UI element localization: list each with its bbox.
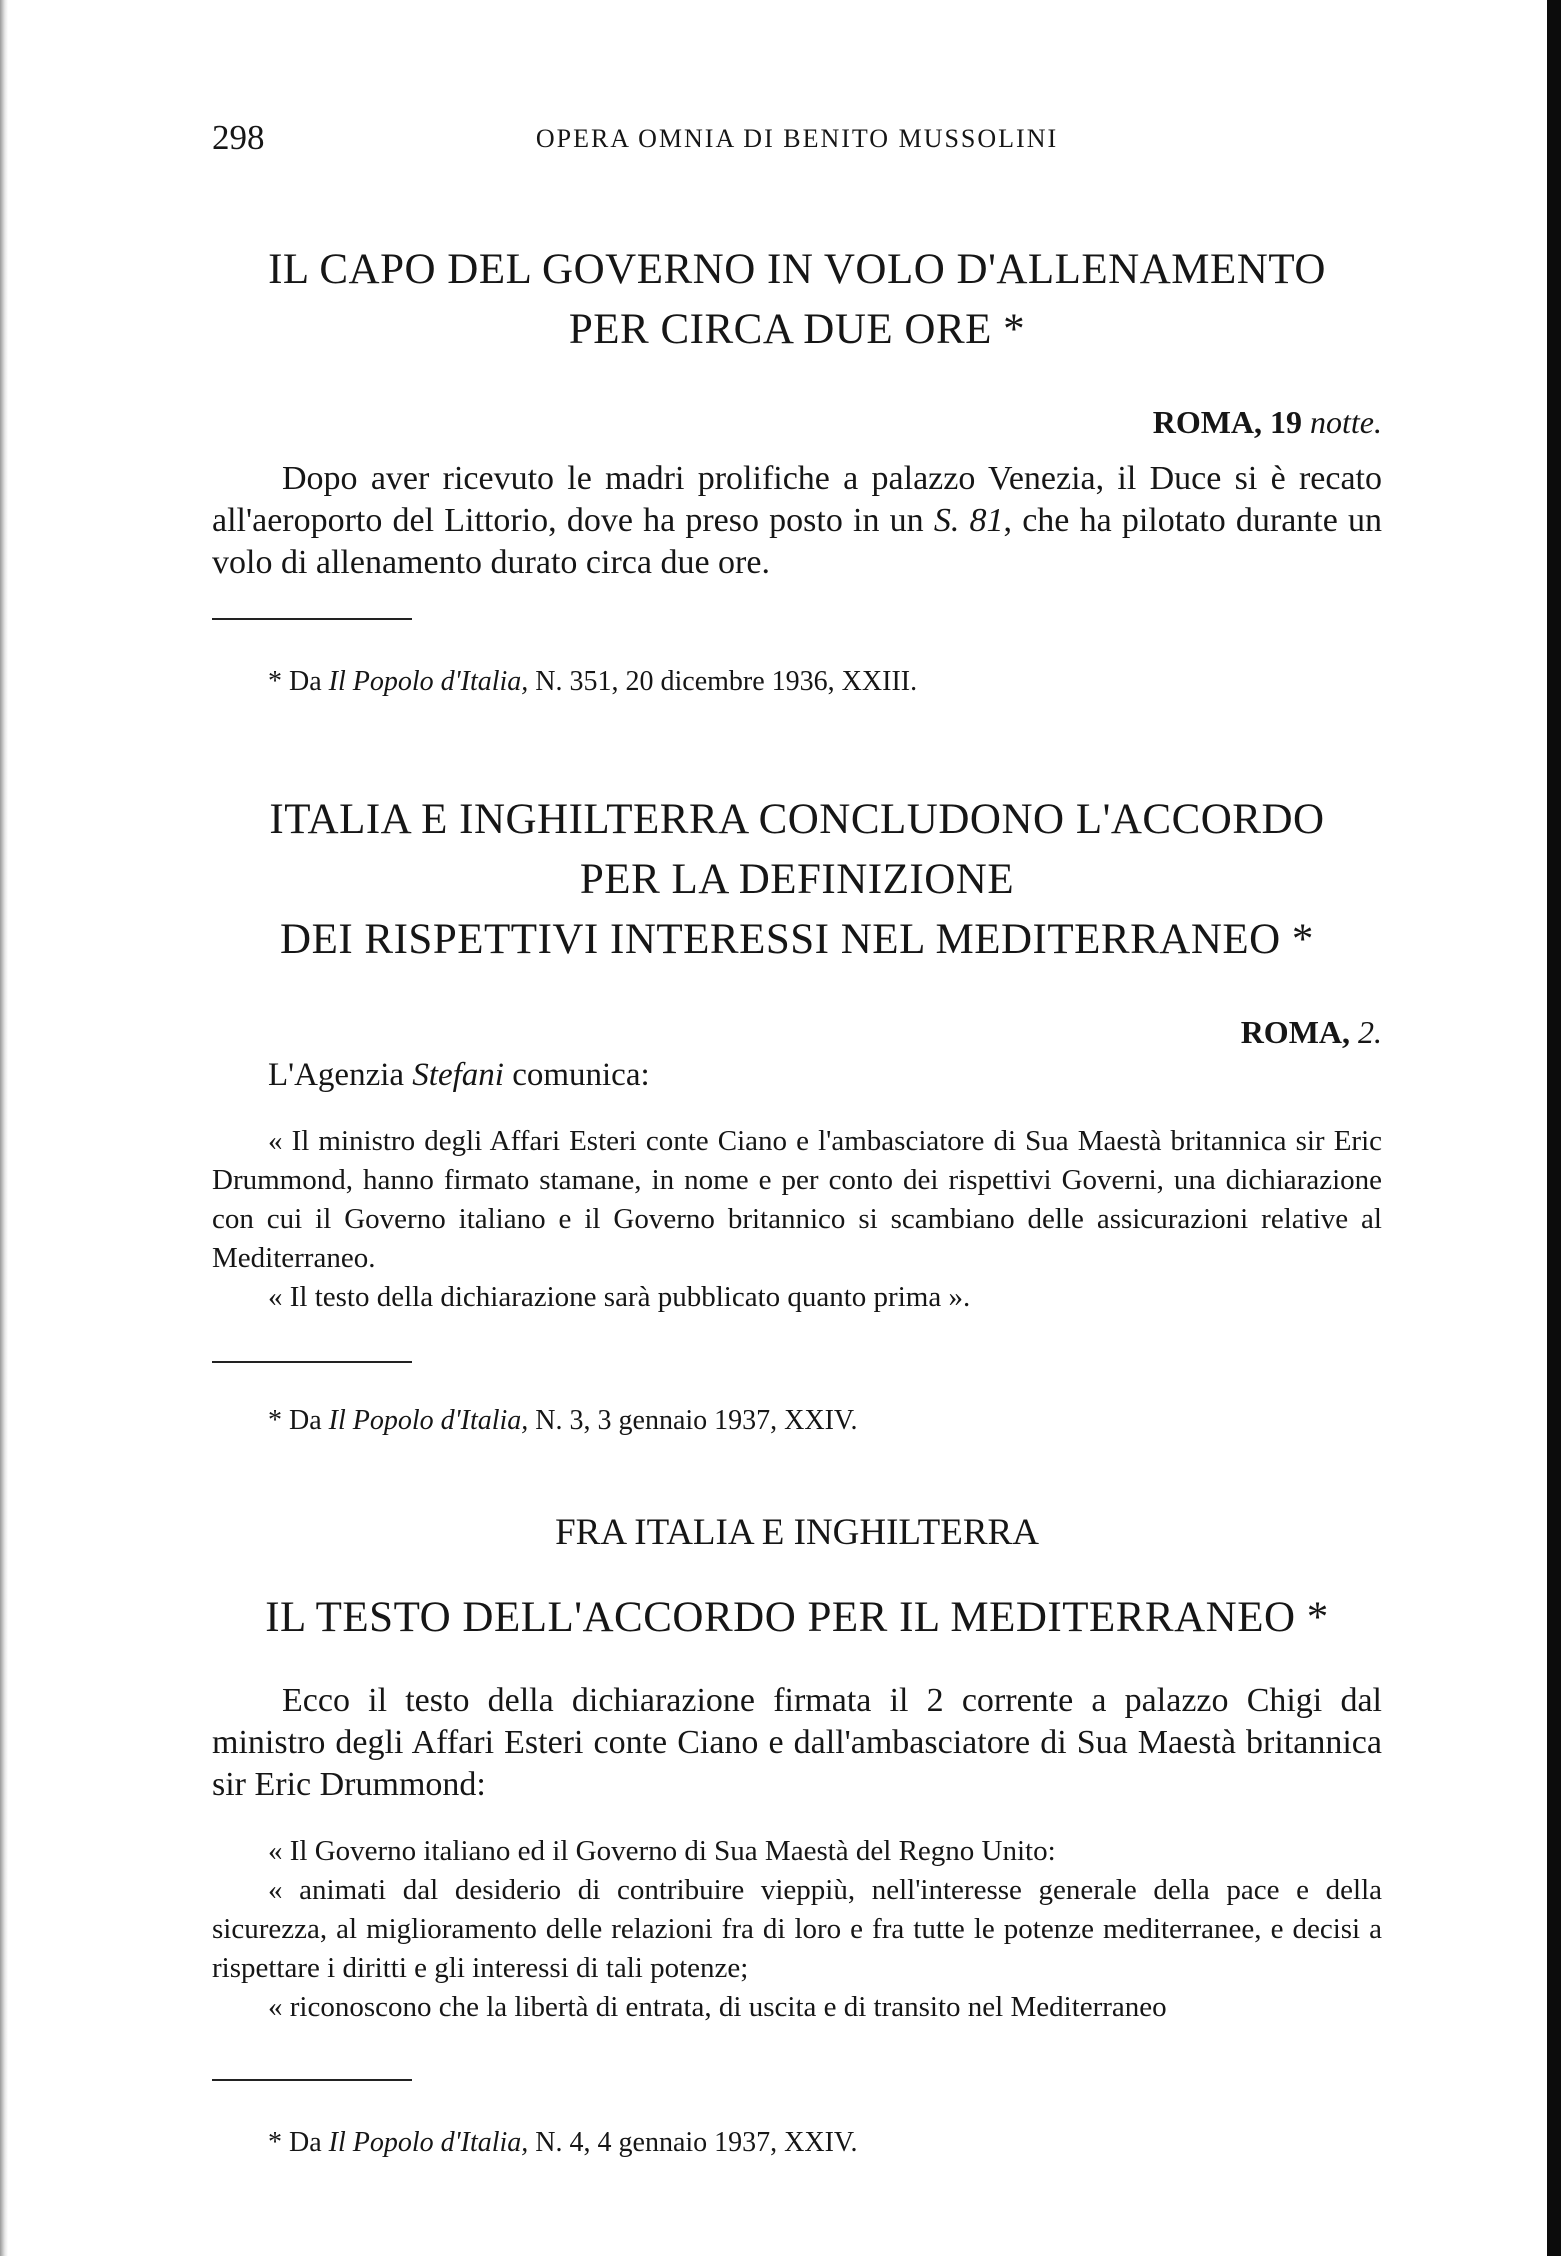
footnote-prefix: * Da [268,2127,329,2158]
title-line: DEI RISPETTIVI INTERESSI NEL MEDITERRANEO * [280,916,1314,963]
title-line: PER CIRCA DUE ORE * [568,306,1026,353]
title-line: IL CAPO DEL GOVERNO IN VOLO D'ALLENAMENTO [268,246,1326,293]
article-intro: Ecco il testo della dichiarazione firmata il 2 corrente a palazzo Chigi dal ministro degli Affari Esteri conte Ciano e dall'ambasciatore di Sua Maestà britannica sir Eric Drummond: [212,1682,1382,1803]
footnote-rule [212,1361,412,1363]
footnote-prefix: * Da [268,666,329,697]
footnote-rule [212,618,412,620]
footnote [212,2125,1382,2161]
article-flight-title [212,240,1382,360]
page-header [212,118,1382,162]
article-agreement [212,790,1382,1439]
article-body [212,458,1382,584]
dateline [212,400,1382,444]
article-flight [212,240,1382,700]
dateline [212,1010,1382,1054]
footnote-prefix: * Da [268,1405,329,1436]
footnote-text: N. 3, 3 gennaio 1937, XXIV. [528,1405,858,1436]
body-text: Dopo aver ricevuto le madri prolifiche a palazzo Venezia, il Duce si è recato all'aeroporto del Littorio, dove ha preso posto in un [212,460,1382,539]
footnote-rule [212,2079,412,2081]
article-subtitle: FRA ITALIA E INGHILTERRA [555,1512,1039,1553]
communique-paragraph: « Il ministro degli Affari Esteri conte Ciano e l'ambasciatore di Sua Maestà britannica sir Eric Drummond, hanno firmato stamane, in nome e per conto dei rispettivi Governi, una dichiarazione con cui il Governo italiano e il Governo britannico si scambiano delle assicurazioni relative al Mediterraneo. [212,1125,1382,1274]
article-text-agreement-title: IL TESTO DELL'ACCORDO PER IL MEDITERRANEO * [265,1594,1329,1641]
title-line: PER LA DEFINIZIONE [579,856,1015,903]
dateline-place: ROMA, 19 [1152,404,1303,440]
declaration-paragraph: « Il Governo italiano ed il Governo di Sua Maestà del Regno Unito: [268,1835,1056,1867]
agency-text: comunica: [503,1057,650,1093]
footnote-text: N. 351, 20 dicembre 1936, XXIII. [528,666,918,697]
footnote-source: Il Popolo d'Italia, [328,666,529,697]
footnote-text: N. 4, 4 gennaio 1937, XXIV. [528,2127,858,2158]
running-head: OPERA OMNIA DI BENITO MUSSOLINI [535,124,1059,153]
footnote-source: Il Popolo d'Italia, [328,1405,529,1436]
article-agreement-title [212,790,1382,970]
dateline-place: ROMA, [1240,1014,1350,1050]
page-number: 298 [212,118,265,157]
declaration-paragraph: « animati dal desiderio di contribuire vieppiù, nell'interesse generale della pace e della sicurezza, al miglioramento delle relazioni fra di loro e fra tutte le potenze mediterranee, e decisi a rispettare i diritti e gli interessi di tali potenze; [212,1874,1382,1984]
footnote [212,1403,1382,1439]
scan-left-edge [0,0,8,2256]
article-text-agreement [212,1508,1382,2161]
footnote [212,664,1382,700]
footnote-source: Il Popolo d'Italia, [328,2127,529,2158]
dateline-day: 2. [1358,1014,1382,1050]
aircraft-name: S. 81 [933,502,1004,539]
title-line: ITALIA E INGHILTERRA CONCLUDONO L'ACCORDO [269,796,1325,843]
body-text: , che ha pilotato durante un volo di allenamento durato circa due ore. [212,502,1383,581]
agency-text: L'Agenzia [268,1057,413,1093]
agency-line [212,1054,1382,1096]
communique-paragraph: « Il testo della dichiarazione sarà pubblicato quanto prima ». [268,1281,971,1313]
scan-right-edge [1547,0,1561,2256]
agency-name: Stefani [412,1057,504,1093]
dateline-time: notte. [1310,404,1382,440]
declaration-paragraph: « riconoscono che la libertà di entrata, di uscita e di transito nel Mediterraneo [268,1991,1167,2023]
